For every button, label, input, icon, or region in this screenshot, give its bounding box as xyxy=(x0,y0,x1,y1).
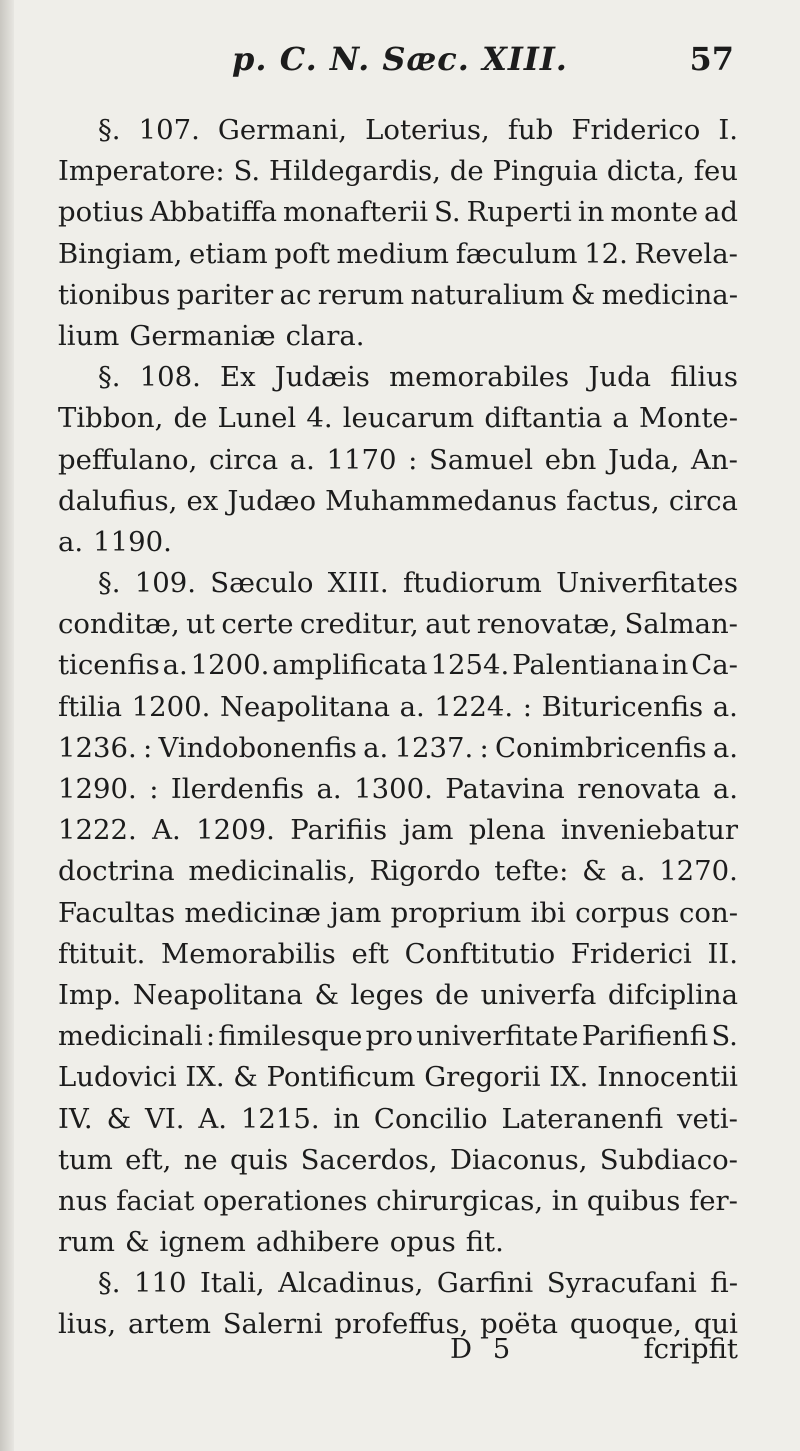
word: ignem xyxy=(159,1226,246,1259)
word: Salman- xyxy=(624,608,738,641)
word: a. xyxy=(316,773,342,805)
word: 1170 xyxy=(326,443,397,476)
word: 109. xyxy=(134,567,197,600)
word: §. xyxy=(98,1267,121,1300)
word: VI. xyxy=(144,1102,185,1135)
word: Germani, xyxy=(217,114,348,146)
text-line xyxy=(58,481,738,522)
word: factus, xyxy=(566,484,660,517)
word: Tibbon, xyxy=(58,402,164,435)
word: univerfa xyxy=(480,978,597,1011)
text-line xyxy=(58,851,738,892)
text-line xyxy=(58,687,738,728)
word: faciat xyxy=(116,1184,195,1217)
word: peffulano, xyxy=(58,443,198,476)
word: 1270. xyxy=(659,855,738,888)
word: de xyxy=(449,155,484,188)
word: ticenfis xyxy=(58,649,160,682)
word: corpus xyxy=(575,896,670,929)
word: Muhammedanus xyxy=(325,484,558,517)
word: in xyxy=(551,1184,579,1217)
word: 1222. xyxy=(58,814,137,847)
word: Abbatiffa xyxy=(149,196,278,229)
word: Parifienfi xyxy=(581,1020,709,1053)
word: circa xyxy=(208,443,279,476)
word: An- xyxy=(691,443,738,476)
word: 1209. xyxy=(196,814,275,847)
word: opus xyxy=(389,1226,456,1259)
word: filius xyxy=(670,361,738,394)
word: adhibere xyxy=(255,1226,380,1259)
word: ex xyxy=(186,484,219,517)
word: poft xyxy=(274,237,330,270)
word: tum xyxy=(58,1143,113,1176)
word: ftudiorum xyxy=(402,567,542,600)
running-title: p. C. N. Sæc. XIII. xyxy=(232,40,568,78)
word: 1190. xyxy=(93,525,172,558)
word: : xyxy=(149,773,159,805)
word: & xyxy=(124,1226,150,1259)
word: Syracufani xyxy=(546,1267,697,1300)
text-line xyxy=(58,1140,738,1181)
word: Salerni xyxy=(222,1308,323,1341)
word: renovatæ, xyxy=(476,608,619,641)
word: Conftitutio xyxy=(404,937,556,970)
word: Concilio xyxy=(373,1102,488,1135)
word: ac xyxy=(279,278,312,311)
word: a. xyxy=(58,525,84,558)
word: 1300. xyxy=(354,773,433,805)
word: dalufius, xyxy=(58,484,178,517)
text-line xyxy=(58,769,738,810)
word: ut xyxy=(186,608,215,641)
word: a. xyxy=(712,731,738,764)
word: leucarum xyxy=(342,402,475,435)
word: 1224. xyxy=(434,690,514,723)
word: I. xyxy=(718,114,738,146)
word: dicta, xyxy=(606,155,685,188)
word: Conimbricenfis xyxy=(495,731,707,764)
word: feu xyxy=(693,155,738,188)
word: jam xyxy=(330,896,382,929)
word: medicinali xyxy=(58,1020,203,1053)
page-header xyxy=(0,40,800,90)
word: naturalium xyxy=(410,278,565,311)
text-line xyxy=(58,810,738,851)
word: renovata xyxy=(577,773,701,805)
word: Parifiis xyxy=(290,814,388,847)
word: leges xyxy=(350,978,424,1011)
word: amplificata xyxy=(272,649,428,682)
word: Loterius, xyxy=(365,114,490,146)
word: Subdiaco- xyxy=(599,1143,738,1176)
word: Itali, xyxy=(200,1267,265,1300)
word: IX. xyxy=(185,1061,225,1094)
word: ibi xyxy=(530,896,566,929)
word: Pinguia xyxy=(492,155,599,188)
word: a xyxy=(612,402,629,435)
word: a. xyxy=(712,690,738,723)
word: Lunel xyxy=(217,402,297,435)
word: S. xyxy=(433,196,461,229)
word: memorabiles xyxy=(389,361,570,394)
word: ftituit. xyxy=(58,937,146,970)
word: ebn xyxy=(544,443,597,476)
text-line xyxy=(58,563,738,604)
word: 110 xyxy=(134,1267,187,1300)
word: monte xyxy=(610,196,698,229)
word: ad xyxy=(703,196,738,229)
word: operationes xyxy=(203,1184,368,1217)
word: 1236. xyxy=(58,731,137,764)
word: certe xyxy=(221,608,294,641)
word: conditæ, xyxy=(58,608,180,641)
word: ftilia xyxy=(58,690,123,723)
word: : xyxy=(479,731,489,764)
word: Sacerdos, xyxy=(300,1143,438,1176)
word: & xyxy=(233,1061,258,1094)
word: Monte- xyxy=(638,402,738,435)
word: Ca- xyxy=(691,649,738,682)
text-line xyxy=(58,645,738,686)
page-number: 57 xyxy=(689,40,734,78)
word: rerum xyxy=(317,278,405,311)
word: in xyxy=(661,649,689,682)
word: 12. xyxy=(584,237,628,270)
word: fæculum xyxy=(455,237,578,270)
word: Neapolitana xyxy=(132,978,303,1011)
word: medicinalis, xyxy=(188,855,356,888)
word: profeffus, xyxy=(334,1308,469,1341)
word: Bituricenfis xyxy=(541,690,704,723)
text-line xyxy=(58,604,738,645)
word: Imperatore: xyxy=(58,155,225,188)
word: lium xyxy=(58,319,120,352)
word: & xyxy=(570,278,596,311)
word: Hildegardis, xyxy=(269,155,441,188)
word: creditur, xyxy=(299,608,419,641)
word: Patavina xyxy=(445,773,565,805)
word: fit. xyxy=(465,1226,504,1259)
text-line xyxy=(58,934,738,975)
word: inveniebatur xyxy=(560,814,738,847)
word: §. xyxy=(98,361,121,394)
word: 108. xyxy=(139,361,201,394)
word: Neapolitana xyxy=(219,690,391,723)
word: A. xyxy=(152,814,181,847)
word: proprium xyxy=(390,896,522,929)
word: pariter xyxy=(176,278,274,311)
word: Samuel xyxy=(429,443,534,476)
text-line xyxy=(58,151,738,192)
word: Alcadinus, xyxy=(278,1267,424,1300)
word: chirurgicas, xyxy=(376,1184,544,1217)
word: in xyxy=(333,1102,361,1135)
word: 1200. xyxy=(190,649,270,682)
word: Garfini xyxy=(436,1267,534,1300)
text-line xyxy=(58,728,738,769)
word: con- xyxy=(679,896,738,929)
word: poëta xyxy=(480,1308,559,1341)
text-line xyxy=(58,1222,738,1263)
text-line xyxy=(58,1263,738,1304)
word: 1290. xyxy=(58,773,137,805)
word: Germaniæ xyxy=(129,319,276,352)
word: in xyxy=(577,196,605,229)
word: A. xyxy=(198,1102,227,1135)
word: Judæis xyxy=(274,361,370,394)
word: : xyxy=(522,690,532,723)
word: rum xyxy=(58,1226,115,1259)
word: medium xyxy=(336,237,450,270)
word: medicina- xyxy=(601,278,738,311)
word: quibus xyxy=(586,1184,681,1217)
word: S. xyxy=(711,1020,738,1053)
word: ne xyxy=(183,1143,218,1176)
word: Vindobonenfis xyxy=(158,731,357,764)
word: a. xyxy=(162,649,188,682)
word: quis xyxy=(230,1143,289,1176)
word: de xyxy=(435,978,470,1011)
word: univerfitate xyxy=(416,1020,579,1053)
word: Memorabilis xyxy=(161,937,336,970)
word: IX. xyxy=(549,1061,589,1094)
word: monafterii xyxy=(283,196,429,229)
word: Ruperti xyxy=(466,196,572,229)
word: Ex xyxy=(220,361,256,394)
word: aut xyxy=(425,608,471,641)
word: quoque, xyxy=(569,1308,683,1341)
word: a. xyxy=(399,690,425,723)
text-line xyxy=(58,1181,738,1222)
word: Ilerdenfis xyxy=(170,773,305,805)
word: a. xyxy=(620,855,646,888)
word: veti- xyxy=(676,1102,738,1135)
text-line xyxy=(58,398,738,439)
word: 4. xyxy=(306,402,333,435)
word: 107. xyxy=(138,114,200,146)
word: & xyxy=(314,978,339,1011)
word: fub xyxy=(507,114,554,146)
word: Friderico xyxy=(571,114,701,146)
word: 1200. xyxy=(131,690,211,723)
text-line xyxy=(58,1057,738,1098)
page-footer xyxy=(58,1333,738,1373)
catchword: fcripfit xyxy=(643,1333,738,1365)
word: Revela- xyxy=(634,237,738,270)
text-line xyxy=(58,1099,738,1140)
word: : xyxy=(205,1020,216,1053)
text-line xyxy=(58,234,738,275)
word: Facultas xyxy=(58,896,176,929)
text-line xyxy=(58,192,738,233)
word: Imp. xyxy=(58,978,122,1011)
word: medicinæ xyxy=(184,896,321,929)
word: eft xyxy=(351,937,389,970)
word: II. xyxy=(707,937,738,970)
word: S. xyxy=(233,155,261,188)
word: Sæculo xyxy=(210,567,314,600)
word: tefte: xyxy=(494,855,569,888)
word: a. xyxy=(712,773,738,805)
word: lius, xyxy=(58,1308,117,1341)
word: artem xyxy=(127,1308,211,1341)
text-line xyxy=(58,316,738,357)
text-line xyxy=(58,975,738,1016)
text-line xyxy=(58,893,738,934)
body-text xyxy=(58,110,738,1346)
word: fi- xyxy=(710,1267,738,1300)
signature-mark: D 5 xyxy=(450,1333,517,1365)
word: Diaconus, xyxy=(449,1143,588,1176)
word: Ludovici xyxy=(58,1061,177,1094)
word: jam xyxy=(402,814,454,847)
text-line xyxy=(58,522,738,563)
word: tionibus xyxy=(58,278,171,311)
word: IV. xyxy=(58,1102,93,1135)
word: eft, xyxy=(125,1143,172,1176)
word: Judæo xyxy=(227,484,317,517)
word: : xyxy=(142,731,153,764)
word: plena xyxy=(468,814,546,847)
word: Rigordo xyxy=(369,855,481,888)
word: Lateranenfi xyxy=(501,1102,664,1135)
page-gutter xyxy=(0,0,14,1451)
word: Friderici xyxy=(570,937,692,970)
word: 1215. xyxy=(240,1102,320,1135)
word: §. xyxy=(98,567,121,600)
word: §. xyxy=(98,114,121,146)
word: qui xyxy=(693,1308,738,1341)
word: diftantia xyxy=(484,402,603,435)
text-line xyxy=(58,1016,738,1057)
text-line xyxy=(58,440,738,481)
word: fer- xyxy=(689,1184,738,1217)
word: a. xyxy=(289,443,315,476)
word: nus xyxy=(58,1184,108,1217)
word: Juda xyxy=(588,361,652,394)
word: fimilesque xyxy=(218,1020,363,1053)
text-line xyxy=(58,275,738,316)
word: 1254. xyxy=(430,649,510,682)
word: XIII. xyxy=(327,567,389,600)
word: & xyxy=(582,855,607,888)
word: Juda, xyxy=(607,443,680,476)
word: : xyxy=(408,443,418,476)
word: difciplina xyxy=(607,978,738,1011)
word: de xyxy=(173,402,208,435)
word: Gregorii xyxy=(424,1061,541,1094)
word: & xyxy=(106,1102,132,1135)
text-line xyxy=(58,357,738,398)
text-line xyxy=(58,110,738,151)
word: Bingiam, xyxy=(58,237,183,270)
word: a. xyxy=(363,731,389,764)
word: Univerfitates xyxy=(556,567,738,600)
word: Innocentii xyxy=(597,1061,738,1094)
word: Palentiana xyxy=(512,649,659,682)
word: 1237. xyxy=(394,731,474,764)
word: clara. xyxy=(285,319,365,352)
word: etiam xyxy=(189,237,268,270)
word: Pontificum xyxy=(266,1061,416,1094)
word: pro xyxy=(365,1020,413,1053)
word: doctrina xyxy=(58,855,175,888)
word: circa xyxy=(668,484,738,517)
word: potius xyxy=(58,196,144,229)
